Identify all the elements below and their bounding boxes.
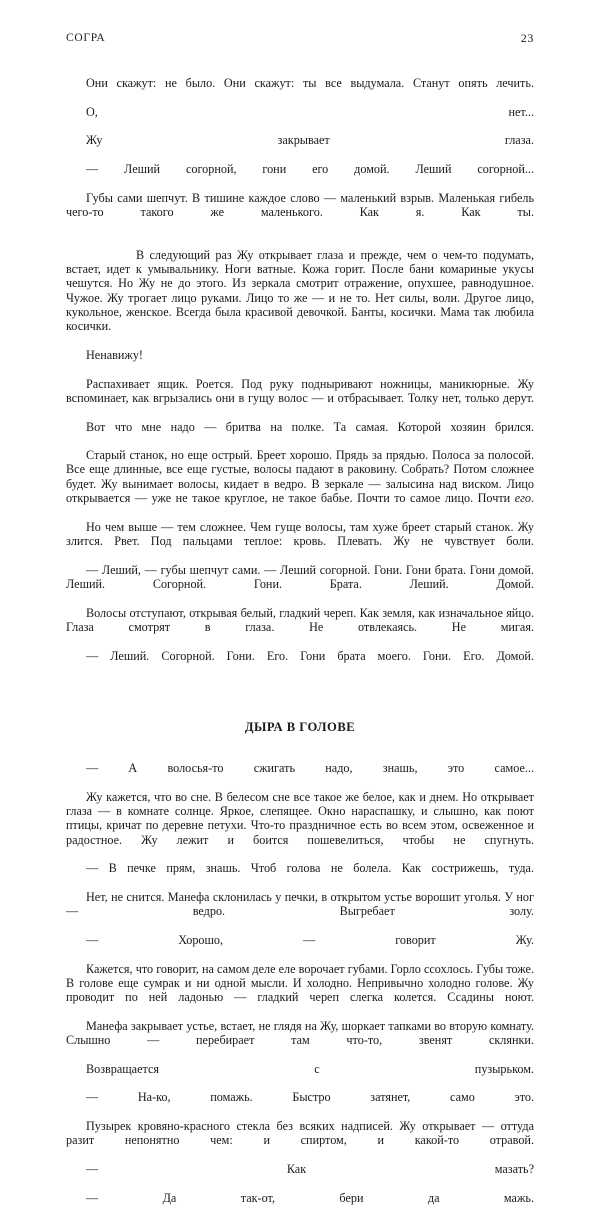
paragraph: Они скажут: не было. Они скажут: ты все выдумала. Станут опять лечить.	[66, 76, 534, 105]
page-number: 23	[521, 31, 534, 46]
paragraph: — А волосья-то сжигать надо, знашь, это самое...	[66, 761, 534, 790]
running-head	[66, 0, 534, 58]
body-text	[66, 76, 534, 1219]
paragraph: — Хорошо, — говорит Жу.	[66, 933, 534, 962]
paragraph: Но чем выше — тем сложнее. Чем гуще волосы, там хуже бреет старый станок. Жу злится. Рвет. Под пальцами теплое: кровь. Плевать. Жу не чувствует боли.	[66, 520, 534, 563]
paragraph: О, нет...	[66, 105, 534, 134]
paragraph: — Леший, — губы шепчут сами. — Леший согорной. Гони. Гони брата. Гони домой. Леший. Согорной. Гони. Брата. Леший. Домой.	[66, 563, 534, 606]
paragraph: Кажется, что говорит, на самом деле еле ворочает губами. Горло ссохлось. Губы тоже. В голове еще сумрак и ни одной мысли. И холодно. Непривычно холодно голове. Жу проводит по ней ладонью — гладкий череп слегка колется. Ссадины ноют.	[66, 962, 534, 1019]
running-head-title: СОГРА	[66, 32, 105, 44]
paragraph: — Леший согорной, гони его домой. Леший согорной...	[66, 162, 534, 191]
paragraph: Возвращается с пузырьком.	[66, 1062, 534, 1091]
paragraph: Манефа закрывает устье, встает, не глядя на Жу, шоркает тапками во вторую комнату. Слышно — перебирает там что-то, звенят склянки.	[66, 1019, 534, 1062]
paragraph: Ненавижу!	[66, 348, 534, 377]
paragraph: Вот что мне надо — бритва на полке. Та самая. Которой хозяин брился.	[66, 420, 534, 449]
paragraph: В следующий раз Жу открывает глаза и прежде, чем о чем-то подумать, встает, идет к умывальнику. Ноги ватные. Кожа горит. После бани комариные укусы чешутся. Но Жу не до этого. Из зеркала смотрит отражение, опухшее, равнодушное. Чужое. Жу трогает лицо руками. Лицо то же — и не то. Нет силы, воли. Другое лицо, кукольное, женское. Всегда была красивой девочкой. Банты, косички. Мама так любила косички.	[66, 248, 534, 348]
paragraph: Волосы отступают, открывая белый, гладкий череп. Как земля, как изначальное яйцо. Глаза смотрят в глаза. Не отвлекаясь. Не мигая.	[66, 606, 534, 649]
text-run: Старый станок, но еще острый. Бреет хорошо. Прядь за прядью. Полоса за полосой. Все еще длинные, все еще густые, волосы падают в раковину. Собрать? Потом сложнее будет. Жу вынимает волосы, кидает в ведро. В зеркале — залысина над виском. Лицо открывается — уже не такое круглое, не такое бабье. Почти то самое лицо. Почти	[66, 448, 534, 505]
text-run: .	[531, 491, 534, 505]
paragraph: — Леший. Согорной. Гони. Его. Гони брата моего. Гони. Его. Домой.	[66, 649, 534, 678]
paragraph: — В печке прям, знашь. Чтоб голова не болела. Как сострижешь, туда.	[66, 861, 534, 890]
paragraph: — Как мазать?	[66, 1162, 534, 1191]
paragraph: Губы сами шепчут. В тишине каждое слово — маленький взрыв. Маленькая гибель чего-то такого же маленького. Как я. Как ты.	[66, 191, 534, 234]
paragraph: Жу закрывает глаза.	[66, 133, 534, 162]
chapter-heading: ДЫРА В ГОЛОВЕ	[66, 719, 534, 735]
paragraph: Пузырек кровяно-красного стекла без всяких надписей. Жу открывает — оттуда разит непонятно чем: и спиртом, и какой-то отравой.	[66, 1119, 534, 1162]
paragraph	[66, 448, 534, 520]
paragraph: Жу кажется, что во сне. В белесом сне все такое же белое, как и днем. Но открывает глаза — в комнате солнце. Яркое, слепящее. Окно нараспашку, и слышно, как поют птицы, кричат по деревне петухи. Что-то праздничное есть во всем этом, освеженное и радостное. Жу лежит и боится пошевелиться, чтобы не спугнуть.	[66, 790, 534, 862]
paragraph: — На-ко, помажь. Быстро затянет, само это.	[66, 1090, 534, 1119]
emphasis-text: его	[515, 491, 531, 505]
paragraph: — Да так-от, бери да мажь.	[66, 1191, 534, 1219]
paragraph: Распахивает ящик. Роется. Под руку подныривают ножницы, маникюрные. Жу вспоминает, как вгрызались они в гущу волос — и отбрасывает. Толку нет, только дерут.	[66, 377, 534, 420]
paragraph: Нет, не снится. Манефа склонилась у печки, в открытом устье ворошит уголья. У ног — ведро. Выгребает золу.	[66, 890, 534, 933]
page-content	[66, 0, 534, 1219]
